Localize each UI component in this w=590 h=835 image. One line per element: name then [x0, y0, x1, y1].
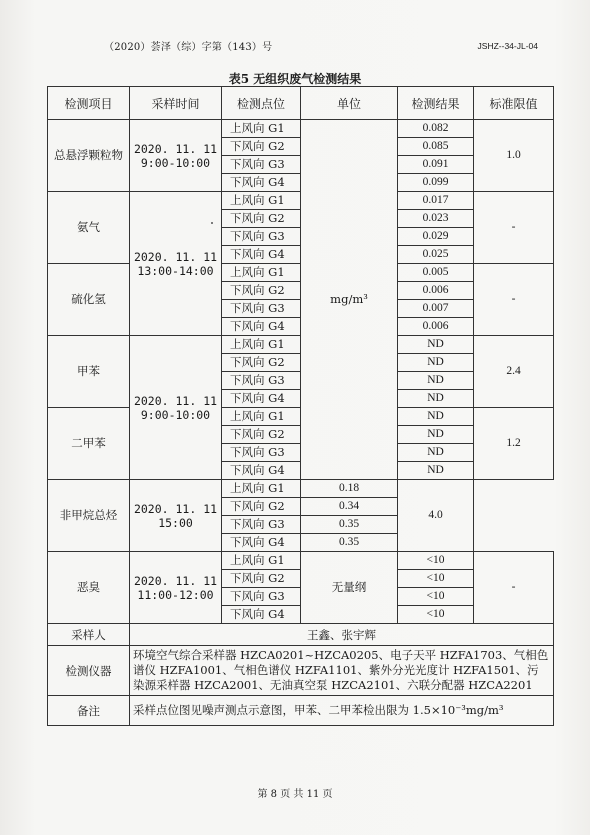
time-range: 9:00-10:00 [140, 407, 211, 422]
time-cell [130, 192, 222, 336]
point-cell: 上风向 G1 [222, 192, 301, 210]
result-cell: ND [398, 462, 474, 480]
sampler-row [48, 624, 554, 646]
point-cell: 下风向 G4 [222, 318, 301, 336]
emission-results-table [47, 86, 554, 726]
table-row [48, 552, 554, 570]
result-cell: 0.029 [398, 228, 474, 246]
point-cell: 下风向 G3 [222, 300, 301, 318]
instruments-value: 环境空气综合采样器 HZCA0201~HZCA0205、电子天平 HZFA1703、气相色谱仪 HZFA1001、气相色谱仪 HZFA1101、紫外分光光度计 HZFA1501、污染源采样器 HZCA2001、无油真空泵 HZCA2101、六联分配器 HZCA2201 [130, 646, 554, 696]
form-code: JSHZ--34-JL-04 [477, 41, 538, 51]
result-cell: 0.023 [398, 210, 474, 228]
time-cell [130, 336, 222, 480]
sampler-value: 王鑫、张宇辉 [130, 624, 554, 646]
point-cell: 下风向 G2 [222, 138, 301, 156]
point-cell: 下风向 G3 [222, 228, 301, 246]
point-cell: 下风向 G2 [222, 354, 301, 372]
result-cell: 0.34 [301, 498, 398, 516]
result-cell: <10 [398, 588, 474, 606]
limit-cell: - [474, 264, 554, 336]
point-cell: 上风向 G1 [222, 408, 301, 426]
item-cell: 恶臭 [48, 552, 130, 624]
point-cell: 下风向 G2 [222, 210, 301, 228]
col-header-limit: 标准限值 [474, 87, 554, 120]
page-footer: 第 8 页 共 11 页 [257, 789, 333, 800]
time-date: 2020. 11. 11 [133, 249, 218, 264]
time-date: 2020. 11. 11 [133, 393, 218, 408]
time-range: 13:00-14:00 [137, 263, 214, 278]
table-row [48, 480, 554, 498]
document-number: （2020）荟泽（综）字第（143）号 [104, 42, 273, 53]
col-header-point: 检测点位 [222, 87, 301, 120]
item-cell: 总悬浮颗粒物 [48, 120, 130, 192]
point-cell: 下风向 G4 [222, 462, 301, 480]
point-cell: 下风向 G3 [222, 372, 301, 390]
unit-cell: mg/m³ [301, 120, 398, 480]
result-cell: 0.017 [398, 192, 474, 210]
time-cell [130, 552, 222, 624]
result-cell: 0.007 [398, 300, 474, 318]
item-cell: 氨气 [48, 192, 130, 264]
item-cell: 非甲烷总烃 [48, 480, 130, 552]
result-cell: ND [398, 354, 474, 372]
instruments-row [48, 646, 554, 696]
point-cell: 下风向 G2 [222, 498, 301, 516]
point-cell: 下风向 G4 [222, 390, 301, 408]
instruments-label: 检测仪器 [48, 646, 130, 696]
remark-label: 备注 [48, 696, 130, 726]
result-cell: 0.025 [398, 246, 474, 264]
time-range: 9:00-10:00 [140, 155, 211, 170]
col-header-unit: 单位 [301, 87, 398, 120]
result-cell: 0.085 [398, 138, 474, 156]
limit-cell: - [474, 552, 554, 624]
point-cell: 下风向 G2 [222, 282, 301, 300]
time-cell [130, 120, 222, 192]
time-date: 2020. 11. 11 [133, 141, 218, 156]
point-cell: 下风向 G3 [222, 516, 301, 534]
item-cell: 二甲苯 [48, 408, 130, 480]
result-cell: 0.35 [301, 516, 398, 534]
table-caption: 表5 无组织废气检测结果 [228, 72, 362, 86]
result-cell: <10 [398, 606, 474, 624]
result-cell: ND [398, 408, 474, 426]
point-cell: 下风向 G3 [222, 444, 301, 462]
result-cell: ND [398, 426, 474, 444]
result-cell: 0.35 [301, 534, 398, 552]
result-cell: ND [398, 336, 474, 354]
limit-cell: 1.2 [474, 408, 554, 480]
col-header-result: 检测结果 [398, 87, 474, 120]
point-cell: 下风向 G4 [222, 174, 301, 192]
result-cell: 0.006 [398, 318, 474, 336]
point-cell: 下风向 G3 [222, 156, 301, 174]
result-cell: ND [398, 372, 474, 390]
result-cell: ND [398, 444, 474, 462]
time-date: 2020. 11. 11 [133, 573, 218, 588]
item-cell: 甲苯 [48, 336, 130, 408]
point-cell: 上风向 G1 [222, 264, 301, 282]
time-date: 2020. 11. 11 [133, 501, 218, 516]
result-cell: <10 [398, 552, 474, 570]
point-cell: 上风向 G1 [222, 336, 301, 354]
sampler-label: 采样人 [48, 624, 130, 646]
point-cell: 下风向 G4 [222, 606, 301, 624]
scan-speck [211, 222, 213, 224]
point-cell: 上风向 G1 [222, 480, 301, 498]
point-cell: 上风向 G1 [222, 120, 301, 138]
limit-cell: - [474, 192, 554, 264]
col-header-item: 检测项目 [48, 87, 130, 120]
point-cell: 下风向 G2 [222, 426, 301, 444]
table-row [48, 120, 554, 138]
point-cell: 下风向 G4 [222, 534, 301, 552]
time-cell [130, 480, 222, 552]
result-cell: 0.091 [398, 156, 474, 174]
result-cell: ND [398, 390, 474, 408]
result-cell: 0.099 [398, 174, 474, 192]
result-cell: <10 [398, 570, 474, 588]
limit-cell: 4.0 [398, 480, 474, 552]
remark-value: 采样点位图见噪声测点示意图，甲苯、二甲苯检出限为 1.5×10⁻³mg/m³ [130, 696, 554, 726]
point-cell: 下风向 G2 [222, 570, 301, 588]
point-cell: 下风向 G4 [222, 246, 301, 264]
item-cell: 硫化氢 [48, 264, 130, 336]
result-cell: 0.005 [398, 264, 474, 282]
table-header-row [48, 87, 554, 120]
time-range: 15:00 [158, 515, 193, 530]
point-cell: 下风向 G3 [222, 588, 301, 606]
result-cell: 0.18 [301, 480, 398, 498]
remark-row [48, 696, 554, 726]
result-cell: 0.006 [398, 282, 474, 300]
point-cell: 上风向 G1 [222, 552, 301, 570]
limit-cell: 1.0 [474, 120, 554, 192]
col-header-time: 采样时间 [130, 87, 222, 120]
result-cell: 0.082 [398, 120, 474, 138]
limit-cell: 2.4 [474, 336, 554, 408]
unit-cell: 无量纲 [301, 552, 398, 624]
time-range: 11:00-12:00 [137, 587, 214, 602]
